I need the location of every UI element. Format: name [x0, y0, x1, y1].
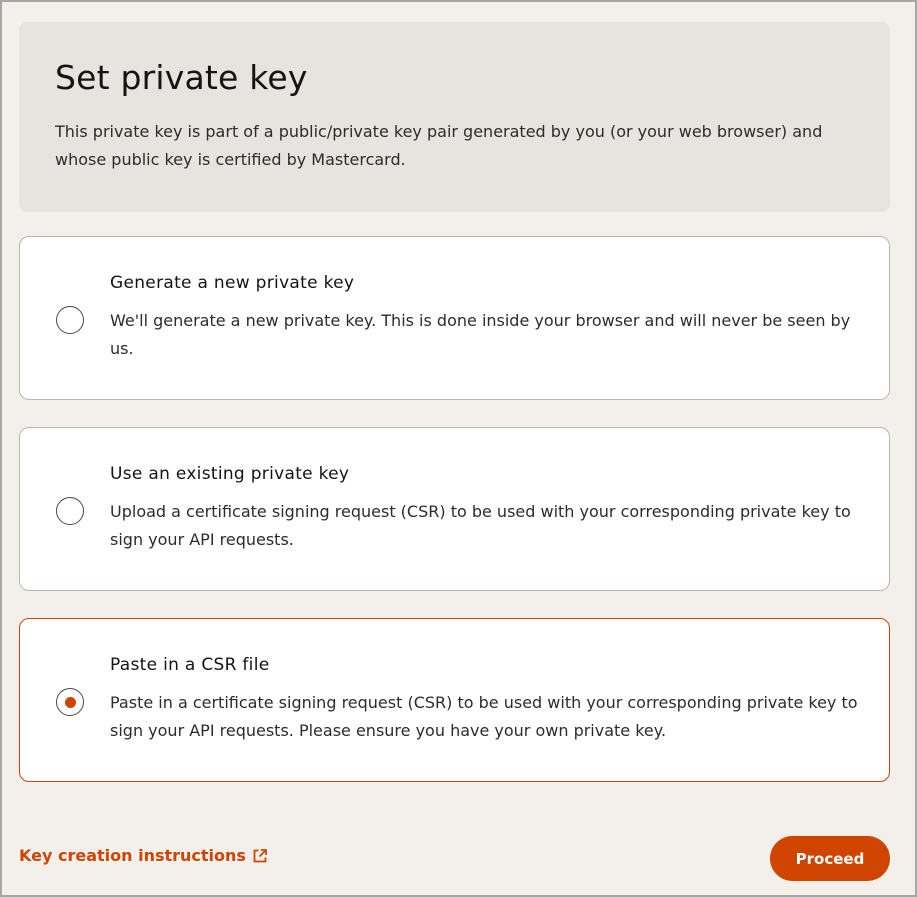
proceed-button[interactable]: Proceed: [770, 836, 890, 881]
external-link-icon: [252, 848, 268, 864]
radio-generate-new-key[interactable]: [56, 306, 84, 334]
page-description: This private key is part of a public/private key pair generated by you (or your web browser) and whose public key is certified by Mastercard.: [55, 122, 823, 169]
option-title: Paste in a CSR file: [110, 655, 270, 675]
option-description: Upload a certificate signing request (CSR) to be used with your corresponding private key to sign your API requests.: [110, 502, 851, 549]
radio-paste-csr[interactable]: [56, 688, 84, 716]
key-creation-instructions-link[interactable]: [19, 846, 268, 865]
radio-use-existing-key[interactable]: [56, 497, 84, 525]
option-use-existing-key[interactable]: [19, 427, 890, 591]
option-generate-new-key[interactable]: [19, 236, 890, 400]
link-label: Key creation instructions: [19, 846, 246, 865]
option-title: Generate a new private key: [110, 273, 355, 293]
page-title: Set private key: [55, 58, 308, 97]
option-title: Use an existing private key: [110, 464, 350, 484]
header-panel: [19, 22, 890, 212]
option-paste-csr[interactable]: [19, 618, 890, 782]
option-description: We'll generate a new private key. This is done inside your browser and will never be seen by us.: [110, 311, 851, 358]
option-description: Paste in a certificate signing request (CSR) to be used with your corresponding private key to sign your API requests. Please ensure you have your own private key.: [110, 693, 858, 740]
